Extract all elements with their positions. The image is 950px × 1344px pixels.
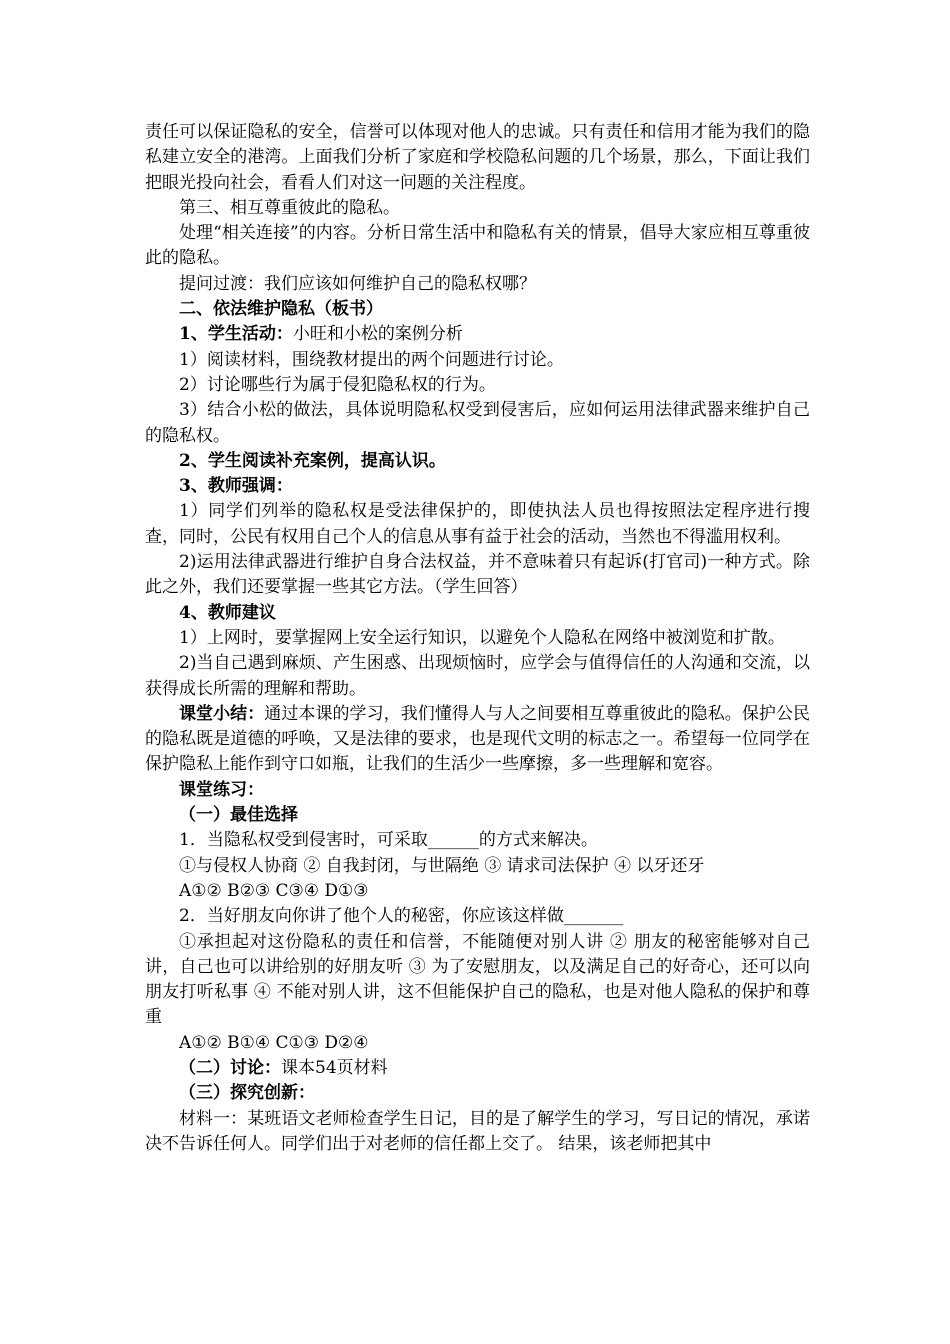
paragraph-third-point: 第三、相互尊重彼此的隐私。 <box>179 197 400 218</box>
heading-discussion-label: （二）讨论： <box>179 1057 281 1078</box>
emphasis-point-2: 2)运用法律武器进行维护自身合法权益，并不意味着只有起诉(打官司)一种方式。除此之外，我们还要掌握一些其它方法。（学生回答） <box>145 552 810 598</box>
paragraph-responsibility: 责任可以保证隐私的安全，信誉可以体现对他人的忠诚。只有责任和信用才能为我们的隐私建立安全的港湾。上面我们分析了家庭和学校隐私问题的几个场景，那么，下面让我们把眼光投向社会，看看人们对这一问题的关注程度。 <box>145 122 810 193</box>
question-1-options: ①与侵权人协商 ② 自我封闭，与世隔绝 ③ 请求司法保护 ④ 以牙还牙 <box>179 855 705 876</box>
paragraph-transition-question: 提问过渡：我们应该如何维护自己的隐私权哪？ <box>179 273 536 294</box>
heading-student-activity-text: 小旺和小松的案例分析 <box>292 324 463 345</box>
suggestion-2: 2)当自己遇到麻烦、产生困惑、出现烦恼时，应学会与值得信任的人沟通和交流，以获得成长所需的理解和帮助。 <box>145 653 810 699</box>
heading-teacher-suggestions: 4、教师建议 <box>179 602 276 623</box>
emphasis-point-1: 1）同学们列举的隐私权是受法律保护的，即使执法人员也得按照法定程序进行搜查，同时，公民有权用自己个人的信息从事有益于社会的活动，当然也不得滥用权利。 <box>145 501 810 547</box>
question-1-choices: A①② B②③ C③④ D①③ <box>179 880 369 901</box>
heading-protect-privacy-by-law: 二、依法维护隐私（板书） <box>179 299 383 320</box>
heading-discussion-text: 课本54页材料 <box>281 1057 388 1078</box>
question-2-options: ①承担起对这份隐私的责任和信誉，不能随便对别人讲 ② 朋友的秘密能够对自己讲，自己也可以讲给别的好朋友听 ③ 为了安慰朋友，以及满足自己的好奇心，还可以向朋友打听私事 ④ 不能对别人讲，这不但能保护自己的隐私，也是对他人隐私的保护和尊重 <box>145 931 810 1028</box>
heading-student-activity-label: 1、学生活动： <box>179 324 293 345</box>
lesson-summary-label: 课堂小结： <box>179 703 265 724</box>
heading-inquiry-innovation: （三）探究创新： <box>179 1083 315 1104</box>
heading-best-choice: （一）最佳选择 <box>179 805 298 826</box>
heading-teacher-emphasis: 3、教师强调： <box>179 476 293 497</box>
heading-class-exercises: 课堂练习： <box>179 779 264 800</box>
question-2-choices: A①② B①④ C①③ D②④ <box>179 1032 369 1053</box>
material-one: 材料一：某班语文老师检查学生日记，目的是了解学生的学习，写日记的情况，承诺决不告诉任何人。同学们出于对老师的信任都上交了。 结果，该老师把其中 <box>145 1108 810 1154</box>
question-2: 2．当好朋友向你讲了他个人的秘密，你应该这样做_______ <box>179 906 624 927</box>
activity-step-2: 2）讨论哪些行为属于侵犯隐私权的行为。 <box>179 374 496 395</box>
activity-step-1: 1）阅读材料，围绕教材提出的两个问题进行讨论。 <box>179 349 564 370</box>
heading-supplementary-reading: 2、学生阅读补充案例，提高认识。 <box>179 450 446 471</box>
question-1: 1．当隐私权受到侵害时，可采取______的方式来解决。 <box>179 830 598 851</box>
lesson-summary-text: 通过本课的学习，我们懂得人与人之间要相互尊重彼此的隐私。保护公民的隐私既是道德的呼唤，又是法律的要求，也是现代文明的标志之一。希望每一位同学在保护隐私上能作到守口如瓶，让我们的生活少一些摩擦，多一些理解和宽容。 <box>145 703 811 775</box>
document-body <box>145 120 810 1157</box>
lesson-summary <box>145 702 810 778</box>
heading-student-activity <box>145 322 810 347</box>
activity-step-3: 3）结合小松的做法，具体说明隐私权受到侵害后，应如何运用法律武器来维护自己的隐私权。 <box>145 400 810 446</box>
paragraph-related-links: 处理“相关连接”的内容。分析日常生活中和隐私有关的情景，倡导大家应相互尊重彼此的隐私。 <box>145 223 810 269</box>
heading-discussion <box>145 1056 810 1081</box>
suggestion-1: 1）上网时，要掌握网上安全运行知识，以避免个人隐私在网络中被浏览和扩散。 <box>179 627 785 648</box>
